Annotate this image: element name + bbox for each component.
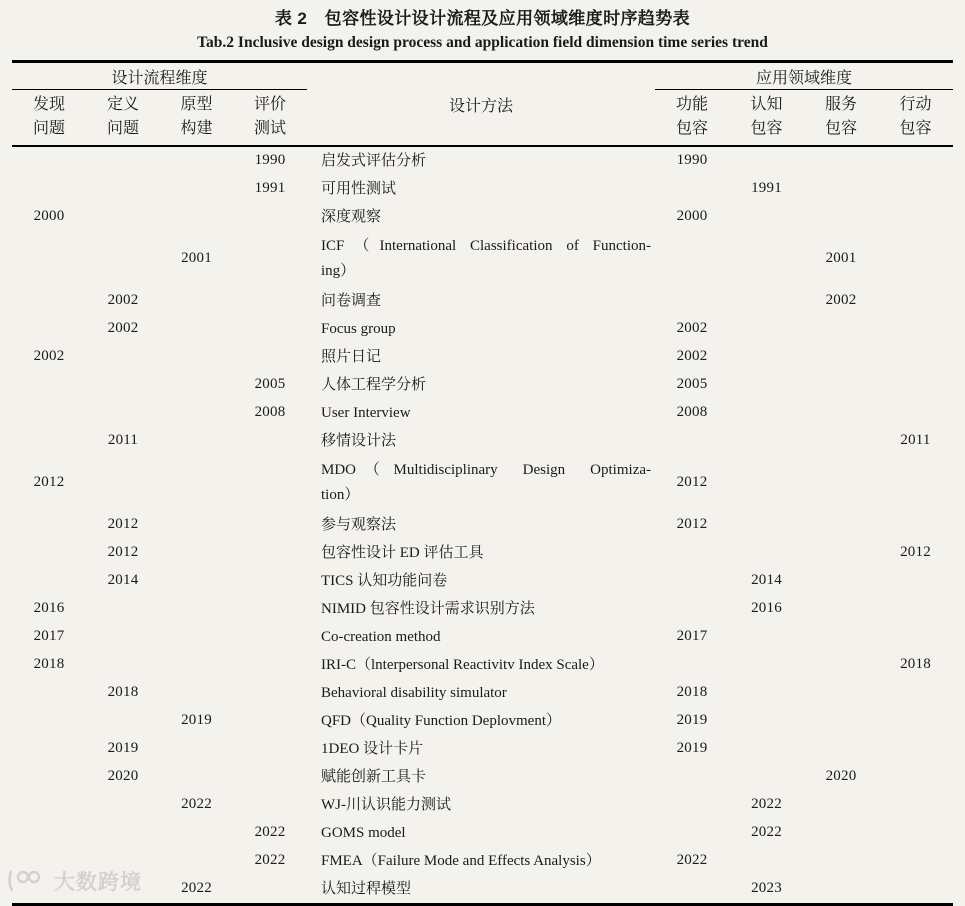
- table-head: [12, 63, 953, 145]
- cell-prototype-build: [160, 399, 233, 427]
- cell-evaluate-test: [233, 539, 307, 567]
- cell-cognitive-inclusion: [729, 651, 804, 679]
- cell-cognitive-inclusion: [729, 455, 804, 511]
- cell-cognitive-inclusion: [729, 847, 804, 875]
- cell-prototype-build: [160, 315, 233, 343]
- cell-evaluate-test: [233, 875, 307, 903]
- cell-discover-problem: [12, 231, 86, 287]
- table-row: [12, 287, 953, 315]
- cell-functional-inclusion: 2019: [676, 712, 708, 729]
- cell-define-problem: [86, 791, 160, 819]
- cell-design-method: Focus group: [321, 320, 396, 337]
- header-line-1: 行动: [899, 96, 932, 113]
- method-line-2: tion）: [321, 486, 360, 503]
- cell-functional-inclusion: 2012: [676, 474, 708, 491]
- cell-discover-problem: [12, 175, 86, 203]
- cell-prototype-build: [160, 651, 233, 679]
- cell-action-inclusion: [878, 455, 953, 511]
- cell-functional-inclusion: [655, 651, 729, 679]
- cell-action-inclusion: [878, 231, 953, 287]
- cell-define-problem: 2019: [107, 740, 139, 757]
- cell-design-method: 参与观察法: [321, 516, 397, 533]
- cell-design-method: 1DEO 设计卡片: [321, 740, 424, 757]
- header-line-2: 包容: [899, 120, 932, 137]
- cell-evaluate-test: [233, 203, 307, 231]
- cell-discover-problem: [12, 287, 86, 315]
- header-line-2: 问题: [106, 120, 139, 137]
- cell-prototype-build: 2001: [181, 250, 212, 267]
- cell-functional-inclusion: [655, 763, 729, 791]
- cell-functional-inclusion: [655, 567, 729, 595]
- cell-cognitive-inclusion: [729, 679, 804, 707]
- cell-design-method: 赋能创新工具卡: [321, 768, 427, 785]
- cell-design-method: NIMID 包容性设计需求识别方法: [321, 600, 535, 617]
- cell-evaluate-test: [233, 567, 307, 595]
- cell-cognitive-inclusion: [729, 371, 804, 399]
- cell-service-inclusion: [804, 399, 878, 427]
- header-line-2: 问题: [32, 120, 65, 137]
- cell-action-inclusion: 2011: [900, 432, 931, 449]
- table-caption: [0, 0, 965, 54]
- cell-discover-problem: [12, 791, 86, 819]
- cell-define-problem: [86, 399, 160, 427]
- cell-define-problem: [86, 371, 160, 399]
- cell-define-problem: [86, 819, 160, 847]
- column-header-define-problem: [86, 90, 160, 146]
- cell-evaluate-test: [233, 651, 307, 679]
- cell-design-method: 问卷调查: [321, 292, 382, 309]
- cell-define-problem: 2020: [107, 768, 139, 785]
- cell-service-inclusion: [804, 343, 878, 371]
- column-header-cognitive-inclusion: [729, 90, 804, 146]
- cell-cognitive-inclusion: 2022: [751, 824, 782, 841]
- cell-design-method: 移情设计法: [321, 432, 397, 449]
- cell-discover-problem: [12, 875, 86, 903]
- cell-design-method: 可用性测试: [321, 180, 397, 197]
- table-row: [12, 315, 953, 343]
- cell-service-inclusion: [804, 707, 878, 735]
- cell-define-problem: [86, 707, 160, 735]
- table-row: [12, 175, 953, 203]
- cell-service-inclusion: [804, 623, 878, 651]
- cell-prototype-build: [160, 819, 233, 847]
- cell-discover-problem: [12, 819, 86, 847]
- table-row: [12, 203, 953, 231]
- cell-prototype-build: [160, 343, 233, 371]
- header-line-1: 发现: [32, 96, 65, 113]
- cell-cognitive-inclusion: [729, 343, 804, 371]
- cell-service-inclusion: [804, 567, 878, 595]
- cell-evaluate-test: [233, 315, 307, 343]
- cell-cognitive-inclusion: [729, 735, 804, 763]
- header-line-2: 构建: [180, 120, 213, 137]
- cell-service-inclusion: [804, 735, 878, 763]
- cell-functional-inclusion: 2000: [676, 208, 708, 225]
- header-line-1: 原型: [180, 96, 213, 113]
- cell-action-inclusion: [878, 315, 953, 343]
- column-header-method: 设计方法: [449, 97, 514, 115]
- caption-english: Tab.2 Inclusive design design process and application field dimension time series trend: [197, 34, 768, 51]
- cell-evaluate-test: 2005: [254, 376, 286, 393]
- header-line-1: 定义: [106, 96, 139, 113]
- cell-design-method: 启发式评估分析: [321, 152, 427, 169]
- table-row: [12, 707, 953, 735]
- cell-action-inclusion: 2018: [900, 656, 931, 673]
- cell-service-inclusion: [804, 315, 878, 343]
- cell-design-method: Co-creation method: [321, 628, 441, 645]
- cell-evaluate-test: [233, 343, 307, 371]
- cell-action-inclusion: [878, 707, 953, 735]
- cell-define-problem: [86, 147, 160, 175]
- cell-discover-problem: 2018: [33, 656, 65, 673]
- cell-action-inclusion: [878, 595, 953, 623]
- table-row: [12, 399, 953, 427]
- table-row: [12, 819, 953, 847]
- cell-prototype-build: [160, 623, 233, 651]
- cell-action-inclusion: [878, 623, 953, 651]
- cell-service-inclusion: [804, 847, 878, 875]
- cell-evaluate-test: 2022: [254, 824, 286, 841]
- cell-discover-problem: 2012: [33, 474, 65, 491]
- cell-design-method: IRI-C（lnterpersonal Reactivitv Index Scale）: [321, 656, 604, 673]
- cell-design-method: Behavioral disability simulator: [321, 684, 507, 701]
- cell-action-inclusion: [878, 147, 953, 175]
- cell-cognitive-inclusion: [729, 427, 804, 455]
- cell-evaluate-test: [233, 287, 307, 315]
- table-row: [12, 343, 953, 371]
- cell-functional-inclusion: [655, 539, 729, 567]
- cell-action-inclusion: [878, 735, 953, 763]
- cell-service-inclusion: [804, 511, 878, 539]
- cell-action-inclusion: [878, 679, 953, 707]
- cell-cognitive-inclusion: [729, 511, 804, 539]
- cell-cognitive-inclusion: [729, 287, 804, 315]
- method-line-1: ICF（International Classification of Function-: [321, 237, 651, 254]
- cell-design-method: WJ-川认识能力测试: [321, 796, 451, 813]
- cell-service-inclusion: [804, 791, 878, 819]
- trend-table: [12, 63, 953, 145]
- cell-design-method: 深度观察: [321, 208, 382, 225]
- cell-evaluate-test: [233, 707, 307, 735]
- cell-evaluate-test: [233, 735, 307, 763]
- table-row: [12, 455, 953, 511]
- cell-functional-inclusion: 2005: [676, 376, 708, 393]
- cell-service-inclusion: [804, 819, 878, 847]
- cell-design-method: [307, 231, 655, 287]
- cell-service-inclusion: [804, 203, 878, 231]
- cell-prototype-build: [160, 595, 233, 623]
- cell-prototype-build: 2022: [181, 796, 212, 813]
- cell-define-problem: [86, 175, 160, 203]
- cell-functional-inclusion: [655, 231, 729, 287]
- cell-service-inclusion: [804, 455, 878, 511]
- header-line-1: 服务: [825, 96, 858, 113]
- table-row: [12, 539, 953, 567]
- cell-action-inclusion: [878, 567, 953, 595]
- cell-define-problem: 2011: [107, 432, 139, 449]
- cell-design-method: GOMS model: [321, 824, 406, 841]
- cell-define-problem: 2002: [107, 320, 139, 337]
- cell-define-problem: [86, 623, 160, 651]
- method-line-1: MDO （ Multidisciplinary Design Optimiza-: [321, 461, 651, 478]
- header-line-1: 评价: [254, 96, 287, 113]
- method-line-2: ing）: [321, 262, 356, 279]
- table-row: [12, 567, 953, 595]
- cell-action-inclusion: [878, 203, 953, 231]
- table-row: [12, 595, 953, 623]
- column-header-action-inclusion: [878, 90, 953, 146]
- cell-functional-inclusion: 2022: [676, 852, 708, 869]
- table-row: [12, 427, 953, 455]
- table-row: [12, 371, 953, 399]
- cell-cognitive-inclusion: 2014: [751, 572, 782, 589]
- cell-service-inclusion: [804, 651, 878, 679]
- cell-action-inclusion: [878, 287, 953, 315]
- cell-design-method: 包容性设计 ED 评估工具: [321, 544, 484, 561]
- cell-prototype-build: [160, 427, 233, 455]
- cell-evaluate-test: [233, 231, 307, 287]
- cell-define-problem: [86, 875, 160, 903]
- cell-cognitive-inclusion: [729, 231, 804, 287]
- cell-functional-inclusion: [655, 175, 729, 203]
- cell-prototype-build: 2019: [181, 712, 212, 729]
- cell-functional-inclusion: [655, 287, 729, 315]
- cell-cognitive-inclusion: 1991: [751, 180, 782, 197]
- cell-action-inclusion: [878, 511, 953, 539]
- cell-functional-inclusion: 2018: [676, 684, 708, 701]
- group-header-application: 应用领域维度: [655, 63, 953, 90]
- cell-define-problem: 2002: [107, 292, 139, 309]
- cell-prototype-build: [160, 847, 233, 875]
- cell-service-inclusion: [804, 147, 878, 175]
- cell-action-inclusion: 2012: [900, 544, 931, 561]
- cell-evaluate-test: [233, 595, 307, 623]
- cell-service-inclusion: [804, 679, 878, 707]
- cell-discover-problem: [12, 539, 86, 567]
- cell-cognitive-inclusion: 2023: [751, 880, 782, 897]
- cell-evaluate-test: 2008: [254, 404, 286, 421]
- cell-functional-inclusion: [655, 819, 729, 847]
- header-line-1: 认知: [750, 96, 783, 113]
- cell-cognitive-inclusion: [729, 623, 804, 651]
- cell-evaluate-test: [233, 763, 307, 791]
- cell-prototype-build: [160, 763, 233, 791]
- cell-functional-inclusion: 2017: [676, 628, 708, 645]
- cell-discover-problem: [12, 679, 86, 707]
- trend-table-body: [12, 147, 953, 903]
- table-row: [12, 847, 953, 875]
- cell-service-inclusion: 2001: [825, 250, 857, 267]
- cell-define-problem: 2012: [107, 516, 139, 533]
- cell-functional-inclusion: [655, 791, 729, 819]
- table-row: [12, 735, 953, 763]
- cell-discover-problem: 2016: [33, 600, 65, 617]
- cell-evaluate-test: [233, 623, 307, 651]
- column-header-functional-inclusion: [655, 90, 729, 146]
- table-bottom-rule: [12, 903, 953, 906]
- cell-service-inclusion: [804, 539, 878, 567]
- cell-action-inclusion: [878, 875, 953, 903]
- table-row: [12, 875, 953, 903]
- cell-prototype-build: [160, 735, 233, 763]
- cell-evaluate-test: 2022: [254, 852, 286, 869]
- cell-service-inclusion: [804, 427, 878, 455]
- cell-cognitive-inclusion: 2016: [751, 600, 782, 617]
- table-row: [12, 763, 953, 791]
- cell-discover-problem: [12, 399, 86, 427]
- cell-evaluate-test: 1991: [254, 180, 286, 197]
- group-header-process: 设计流程维度: [12, 63, 307, 90]
- cell-functional-inclusion: [655, 595, 729, 623]
- cell-functional-inclusion: 2008: [676, 404, 708, 421]
- cell-action-inclusion: [878, 847, 953, 875]
- cell-define-problem: [86, 595, 160, 623]
- cell-define-problem: [86, 455, 160, 511]
- cell-evaluate-test: [233, 791, 307, 819]
- cell-define-problem: 2012: [107, 544, 139, 561]
- header-line-2: 包容: [750, 120, 783, 137]
- cell-prototype-build: [160, 567, 233, 595]
- cell-evaluate-test: [233, 511, 307, 539]
- cell-discover-problem: [12, 847, 86, 875]
- cell-evaluate-test: 1990: [254, 152, 286, 169]
- cell-design-method: 照片日记: [321, 348, 382, 365]
- cell-action-inclusion: [878, 343, 953, 371]
- cell-discover-problem: [12, 763, 86, 791]
- table-container: [12, 60, 953, 906]
- cell-prototype-build: [160, 539, 233, 567]
- column-header-prototype-build: [160, 90, 233, 146]
- cell-cognitive-inclusion: [729, 315, 804, 343]
- cell-design-method: 认知过稈模型: [321, 880, 412, 897]
- cell-evaluate-test: [233, 455, 307, 511]
- table-row: [12, 791, 953, 819]
- cell-cognitive-inclusion: 2022: [751, 796, 782, 813]
- cell-cognitive-inclusion: [729, 539, 804, 567]
- table-row: [12, 511, 953, 539]
- cell-design-method: [307, 455, 655, 511]
- cell-cognitive-inclusion: [729, 707, 804, 735]
- cell-action-inclusion: [878, 175, 953, 203]
- cell-prototype-build: [160, 287, 233, 315]
- cell-define-problem: [86, 231, 160, 287]
- cell-discover-problem: [12, 511, 86, 539]
- column-header-evaluate-test: [233, 90, 307, 146]
- table-row: [12, 623, 953, 651]
- cell-prototype-build: [160, 371, 233, 399]
- cell-define-problem: [86, 847, 160, 875]
- cell-prototype-build: 2022: [181, 880, 212, 897]
- table-row: [12, 651, 953, 679]
- table-row: [12, 147, 953, 175]
- cell-discover-problem: [12, 315, 86, 343]
- cell-discover-problem: 2000: [33, 208, 65, 225]
- cell-action-inclusion: [878, 399, 953, 427]
- cell-prototype-build: [160, 455, 233, 511]
- header-line-2: 测试: [254, 120, 287, 137]
- cell-discover-problem: [12, 371, 86, 399]
- cell-prototype-build: [160, 511, 233, 539]
- cell-action-inclusion: [878, 819, 953, 847]
- cell-discover-problem: [12, 427, 86, 455]
- cell-action-inclusion: [878, 371, 953, 399]
- column-header-discover-problem: [12, 90, 86, 146]
- header-line-2: 包容: [676, 120, 709, 137]
- cell-discover-problem: [12, 567, 86, 595]
- cell-design-method: FMEA（Failure Mode and Effects Analysis）: [321, 852, 601, 869]
- cell-prototype-build: [160, 147, 233, 175]
- cell-service-inclusion: 2002: [825, 292, 857, 309]
- cell-evaluate-test: [233, 427, 307, 455]
- cell-functional-inclusion: [655, 875, 729, 903]
- cell-design-method: User Interview: [321, 404, 411, 421]
- table-body: [12, 147, 953, 903]
- cell-functional-inclusion: 2002: [676, 348, 708, 365]
- caption-chinese: 表 2 包容性设计设计流程及应用领域维度时序趋势表: [274, 9, 691, 28]
- cell-service-inclusion: [804, 175, 878, 203]
- table-row: [12, 231, 953, 287]
- cell-cognitive-inclusion: [729, 203, 804, 231]
- cell-service-inclusion: [804, 875, 878, 903]
- cell-functional-inclusion: 2012: [676, 516, 708, 533]
- cell-design-method: TICS 认知功能问卷: [321, 572, 448, 589]
- column-header-service-inclusion: [804, 90, 878, 146]
- cell-prototype-build: [160, 203, 233, 231]
- cell-functional-inclusion: 1990: [676, 152, 708, 169]
- cell-define-problem: [86, 203, 160, 231]
- cell-service-inclusion: [804, 595, 878, 623]
- cell-define-problem: [86, 651, 160, 679]
- cell-discover-problem: 2017: [33, 628, 65, 645]
- cell-functional-inclusion: 2019: [676, 740, 708, 757]
- cell-functional-inclusion: [655, 427, 729, 455]
- cell-cognitive-inclusion: [729, 763, 804, 791]
- cell-define-problem: 2014: [107, 572, 139, 589]
- cell-define-problem: [86, 343, 160, 371]
- cell-cognitive-inclusion: [729, 147, 804, 175]
- cell-action-inclusion: [878, 791, 953, 819]
- cell-cognitive-inclusion: [729, 399, 804, 427]
- cell-design-method: 人体工程学分析: [321, 376, 427, 393]
- cell-design-method: QFD（Quality Function Deplovment）: [321, 712, 561, 729]
- cell-discover-problem: [12, 707, 86, 735]
- cell-discover-problem: [12, 147, 86, 175]
- table-row: [12, 679, 953, 707]
- cell-define-problem: 2018: [107, 684, 139, 701]
- watermark-text: 大数跨境: [54, 871, 142, 894]
- cell-evaluate-test: [233, 679, 307, 707]
- group-header-row: [12, 63, 953, 90]
- cell-discover-problem: [12, 735, 86, 763]
- header-line-2: 包容: [825, 120, 858, 137]
- cell-service-inclusion: 2020: [825, 768, 857, 785]
- cell-service-inclusion: [804, 371, 878, 399]
- cell-action-inclusion: [878, 763, 953, 791]
- cell-functional-inclusion: 2002: [676, 320, 708, 337]
- cell-prototype-build: [160, 679, 233, 707]
- cell-discover-problem: 2002: [33, 348, 65, 365]
- header-line-1: 功能: [676, 96, 709, 113]
- cell-prototype-build: [160, 175, 233, 203]
